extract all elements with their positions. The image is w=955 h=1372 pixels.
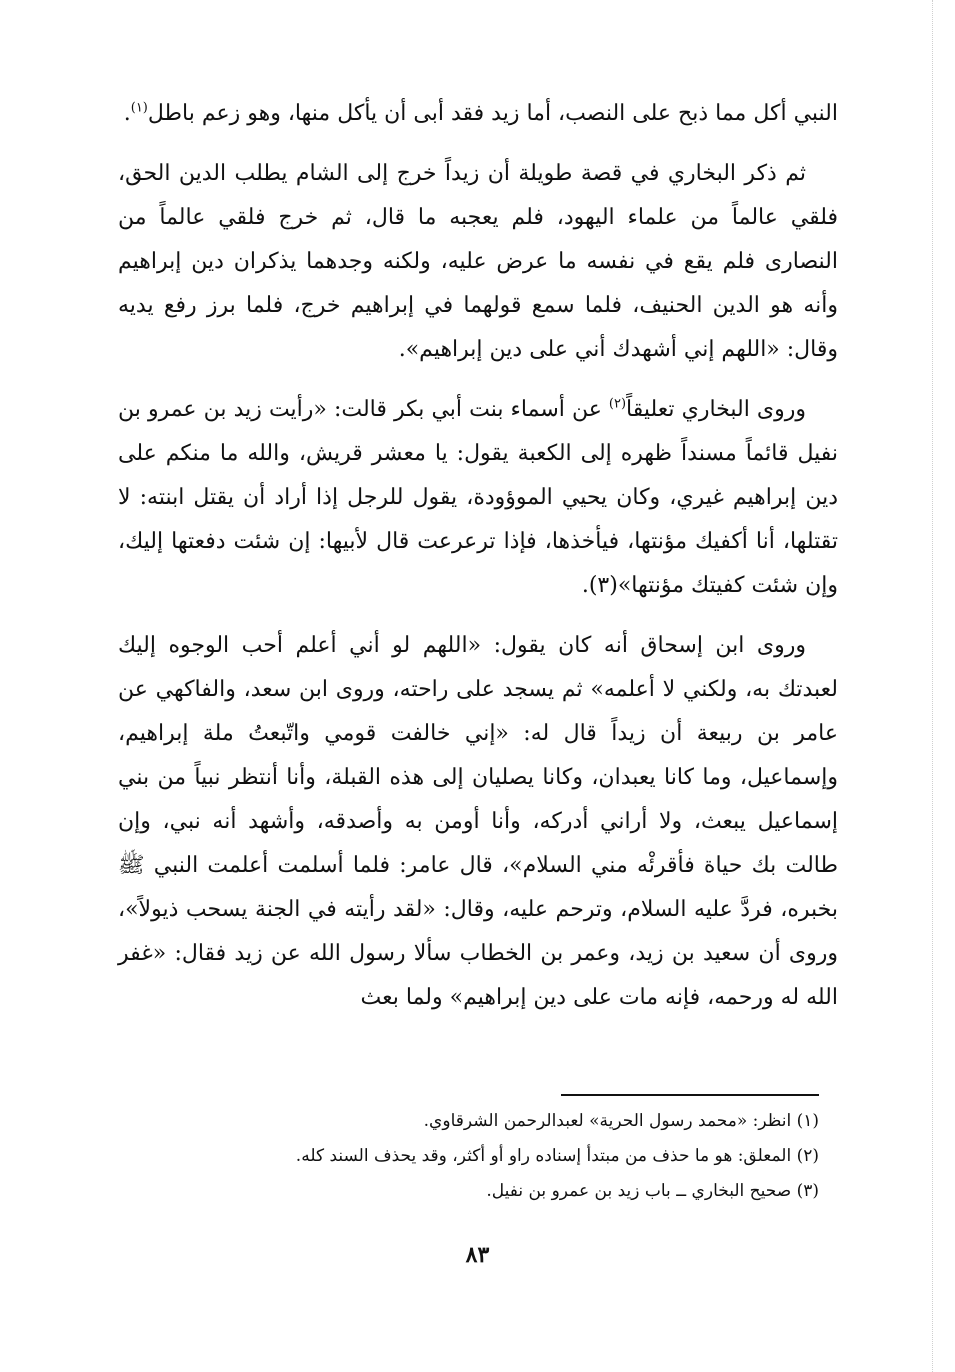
page-body	[118, 92, 838, 1020]
paragraph-4-text: وروى ابن إسحاق أنه كان يقول: «اللهم لو أني أعلم أحب الوجوه إليك لعبدتك به، ولكني لا أعلمه» ثم يسجد على راحته، وروى ابن سعد، والفاكهي عن عامر بن ربيعة أن زيداً قال له: «إني خالفت قومي واتّبعتُ ملة إبراهيم، وإسماعيل، وما كانا يعبدان، وكانا يصليان إلى هذه القبلة، وأنا أنتظر نبياً من بني إسماعيل يبعث، ولا أراني أدركه، وأنا أومن به وأصدقه، وأشهد أنه نبي، وإن طالت بك حياة فأقرئْه مني السلام»، قال عامر: فلما أسلمت أعلمت النبي ﷺ بخبره، فردَّ عليه السلام، وترحم عليه، وقال: «لقد رأيته في الجنة يسحب ذيولاً»، وروى أن سعيد بن زيد، وعمر بن الخطاب سألا رسول الله عن زيد فقال: «غفر الله له ورحمه، فإنه مات على دين إبراهيم» ولما بعث	[118, 633, 838, 1010]
paragraph-3-tail: عن أسماء بنت أبي بكر قالت: «رأيت زيد بن عمرو بن نفيل قائماً مسنداً ظهره إلى الكعبة يقول: يا معشر قريش، والله ما منكم على دين إبراهيم غيري، وكان يحيي الموؤودة، يقول للرجل إذا أراد أن يقتل ابنته: لا تقتلها، أنا أكفيك مؤنتها، فيأخذها، فإذا ترعرعت قال لأبيها: إن شئت دفعتها إليك، وإن شئت كفيتك مؤنتها»(٣).	[118, 397, 838, 598]
paragraph-1-text: النبي أكل مما ذبح على النصب، أما زيد فقد أبى أن يأكل منها، وهو زعم باطل	[147, 101, 838, 126]
paragraph-3	[118, 388, 838, 608]
paragraph-1	[118, 92, 838, 136]
paragraph-2-text: ثم ذكر البخاري في قصة طويلة أن زيداً خرج إلى الشام يطلب الدين الحق، فلقي عالماً من علماء اليهود، فلم يعجبه ما قال، ثم خرج فلقي عالماً من النصارى فلم يقع في نفسه ما عرض عليه، ولكنه وجدهما يذكران دين إبراهيم وأنه هو الدين الحنيف، فلما سمع قولهما في إبراهيم خرج، فلما برز رفع يديه وقال: «اللهم إني أشهدك أني على دين إبراهيم».	[118, 161, 838, 362]
scan-edge-dots	[931, 0, 933, 1372]
paragraph-2	[118, 152, 838, 372]
paragraph-1-tail: .	[123, 101, 131, 126]
page-number: ٨٣	[465, 1242, 490, 1268]
footnote-1: (١) انظر: «محمد رسول الحرية» لعبدالرحمن الشرقاوي.	[423, 1111, 819, 1131]
footnote-3: (٣) صحيح البخاري ــ باب زيد بن عمرو بن نفيل.	[486, 1181, 819, 1201]
footnotes	[129, 1104, 819, 1209]
footnote-2: (٢) المعلق: هو ما حذف من مبتدأ إسناده راو أو أكثر، وقد يحذف السند كله.	[295, 1146, 819, 1166]
footnote-divider	[561, 1094, 819, 1096]
paragraph-3-text: وروى البخاري تعليقاً	[626, 397, 806, 422]
footnote-ref-1[interactable]: (١)	[130, 100, 148, 116]
paragraph-4	[118, 624, 838, 1020]
footnote-ref-2[interactable]: (٢)	[608, 396, 627, 412]
